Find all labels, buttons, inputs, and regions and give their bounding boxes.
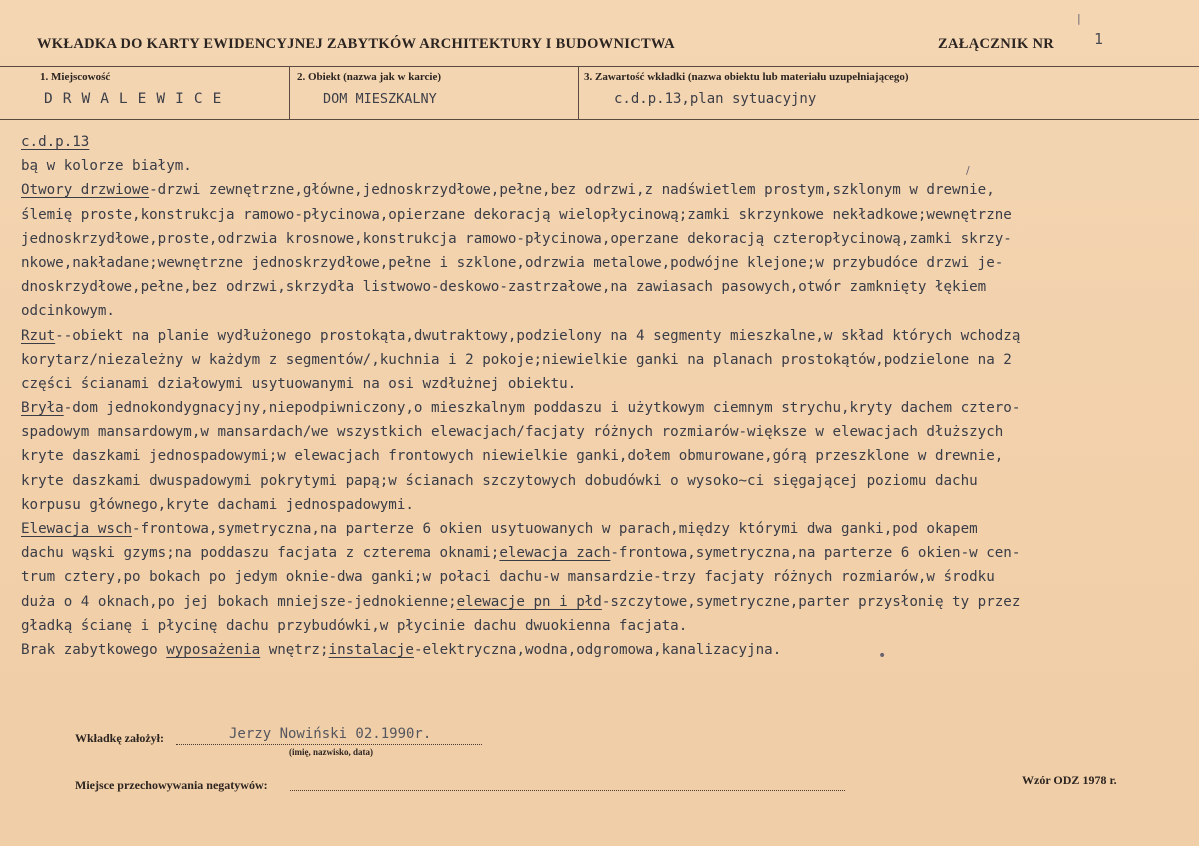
- section-heading: Elewacja wsch: [21, 521, 133, 537]
- field-divider-1: [289, 66, 290, 120]
- text-segment: -frontowa,symetryczna,na parterze 6 okien usytuowanych w parach,między którymi dwa ganki,pod okapem: [132, 521, 978, 537]
- creator-hint: (imię, nazwisko, data): [289, 747, 373, 757]
- text-segment: odcinkowym.: [21, 303, 115, 320]
- header-rule: [0, 66, 1199, 67]
- negatives-line: [290, 790, 845, 791]
- description-text: [21, 130, 1196, 662]
- continuation-heading: c.d.p.13: [21, 134, 90, 150]
- text-segment: korytarz/niezależny w każdym z segmentów/,kuchnia i 2 pokoje;niewielkie ganki na planach prostokątów,podzielone na 2: [21, 351, 1012, 368]
- text-segment: ślemię proste,konstrukcja ramowo-płycinowa,opierzane dekoracją wielopłycinową;zamki skrzynkowe nekładkowe;wewnętrzne: [21, 206, 1012, 223]
- text-line: [21, 493, 1196, 517]
- text-line: [21, 469, 1196, 493]
- text-line: [21, 517, 1196, 541]
- text-segment: jednoskrzydłowe,proste,odrzwia krosnowe,konstrukcja ramowo-płycinowa,operzane dekoracją czteropłycinową,zamki skrzy-: [21, 230, 1012, 247]
- text-segment: wnętrz;: [260, 641, 329, 658]
- text-line: [21, 324, 1196, 348]
- text-line: [21, 541, 1196, 565]
- text-segment: korpusu głównego,kryte dachami jednospadowymi.: [21, 496, 414, 513]
- text-line: [21, 565, 1196, 589]
- text-line: [21, 348, 1196, 372]
- text-segment: części ścianami działowymi usytuowanymi na osi wzdłużnej obiektu.: [21, 375, 577, 392]
- tick-mark: |: [1077, 12, 1081, 25]
- section-heading: Bryła: [21, 400, 64, 417]
- text-line: [21, 420, 1196, 444]
- section-heading: elewacje pn i płd: [456, 593, 602, 610]
- text-segment: Brak zabytkowego: [21, 641, 167, 658]
- text-segment: kryte daszkami dwuspadowymi pokrytymi papą;w ścianach szczytowych dobudówki o wysoko~ci sięgającej poziomu dachu: [21, 472, 978, 489]
- dot-mark: •: [878, 648, 887, 664]
- text-line: [21, 203, 1196, 227]
- section-heading: Rzut: [21, 327, 56, 344]
- text-segment: kryte daszkami jednospadowymi;w elewacjach frontowych niewielkie ganki,dołem obmurowane,górą przeszklone w drewnie,: [21, 448, 1004, 465]
- negatives-label: Miejsce przechowywania negatywów:: [75, 778, 268, 792]
- fields-rule: [0, 119, 1199, 120]
- text-segment: dnoskrzydłowe,pełne,bez odrzwi,skrzydła listwowo-deskowo-zastrzałowe,na zawiasach pasowych,otwór zamknięty łękiem: [21, 279, 987, 296]
- text-segment: -drzwi zewnętrzne,główne,jednoskrzydłowe,pełne,bez odrzwi,z nadświetlem prostym,szklonym w drewnie,: [149, 182, 995, 199]
- text-segment: -frontowa,symetryczna,na parterze 6 okien-w cen-: [610, 545, 1021, 562]
- locality-label: 1. Miejscowość: [40, 71, 111, 83]
- text-segment: -elektryczna,wodna,odgromowa,kanalizacyjna.: [413, 641, 782, 658]
- text-segment: dachu wąski gzyms;na poddaszu facjata z czterema oknami;: [21, 545, 500, 562]
- content-label: 3. Zawartość wkładki (nazwa obiektu lub materiału uzupełniającego): [584, 71, 909, 83]
- text-line: [21, 614, 1196, 638]
- text-segment: trum cztery,po bokach po jedym oknie-dwa ganki;w połaci dachu-w mansardzie-trzy facjaty różnych rozmiarów,w środku: [21, 569, 995, 586]
- card-title: WKŁADKA DO KARTY EWIDENCYJNEJ ZABYTKÓW ARCHITEKTURY I BUDOWNICTWA: [37, 36, 675, 52]
- section-heading: Otwory drzwiowe: [21, 182, 150, 199]
- object-value: DOM MIESZKALNY: [323, 91, 437, 107]
- content-value: c.d.p.13,plan sytuacyjny: [614, 91, 817, 107]
- attachment-number: 1: [1094, 30, 1104, 48]
- form-code: Wzór ODZ 1978 r.: [1022, 773, 1117, 787]
- pencil-mark: /: [966, 164, 970, 177]
- text-line: [21, 444, 1196, 468]
- text-line: [21, 638, 1196, 662]
- text-line: [21, 178, 1196, 202]
- section-heading: wyposażenia: [166, 641, 261, 658]
- section-heading: instalacje: [328, 641, 414, 658]
- text-line: [21, 372, 1196, 396]
- creator-line: [176, 744, 482, 745]
- text-line: [21, 590, 1196, 614]
- text-line: [21, 154, 1196, 178]
- text-line: [21, 299, 1196, 323]
- text-line: [21, 227, 1196, 251]
- section-heading: elewacja zach: [499, 545, 611, 562]
- attachment-label: ZAŁĄCZNIK NR: [938, 36, 1054, 52]
- text-line: [21, 251, 1196, 275]
- text-line: [21, 275, 1196, 299]
- text-segment: gładką ścianę i płycinę dachu przybudówki,w płycinie dachu dwuokienna facjata.: [21, 617, 688, 634]
- text-segment: spadowym mansardowym,w mansardach/we wszystkich elewacjach/facjaty różnych rozmiarów-większe w elewacjach dłuższych: [21, 424, 1004, 441]
- text-segment: bą w kolorze białym.: [21, 158, 192, 175]
- text-segment: duża o 4 oknach,po jej bokach mniejsze-jednokienne;: [21, 593, 457, 610]
- field-divider-2: [578, 66, 579, 120]
- text-segment: -szczytowe,symetryczne,parter przysłonię ty przez: [601, 593, 1021, 610]
- object-label: 2. Obiekt (nazwa jak w karcie): [297, 71, 442, 83]
- locality-value: DRWALEWICE: [44, 91, 232, 107]
- text-segment: nkowe,nakładane;wewnętrzne jednoskrzydłowe,pełne i szklone,odrzwia metalowe,podwójne klejone;w przybudóce drzwi je-: [21, 254, 1004, 271]
- text-line: [21, 396, 1196, 420]
- creator-value: Jerzy Nowiński 02.1990r.: [229, 726, 432, 742]
- text-segment: --obiekt na planie wydłużonego prostokąta,dwutraktowy,podzielony na 4 segmenty mieszkalne,w skład których wchodzą: [55, 327, 1021, 344]
- creator-label: Wkładkę założył:: [75, 731, 164, 745]
- text-segment: -dom jednokondygnacyjny,niepodpiwniczony,o mieszkalnym poddaszu i użytkowym ciemnym strychu,kryty dachem cztero-: [63, 400, 1021, 417]
